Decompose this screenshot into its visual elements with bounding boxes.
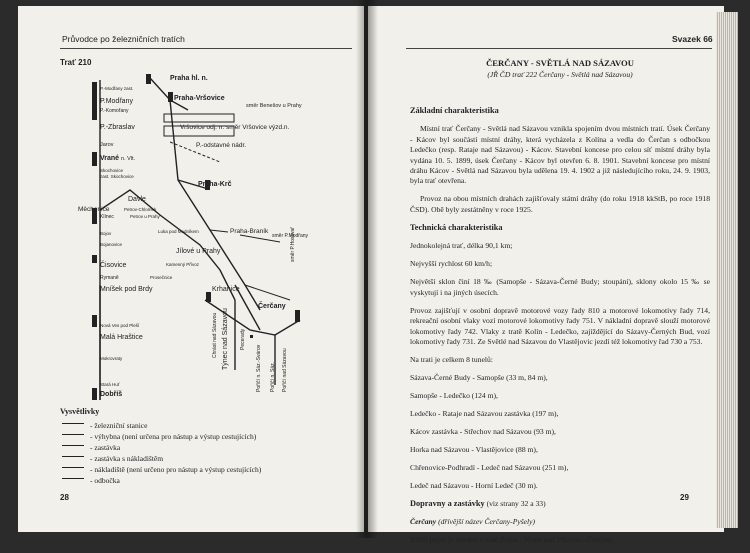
track-title: Trať 210 xyxy=(60,58,92,67)
map-label-vrsovice-odj: Vršovice odj. n. směr Vršovice výzd.n. xyxy=(180,124,290,131)
legend-symbol-station xyxy=(62,423,84,430)
tunnel-item: Kácov zastávka - Střechov nad Sázavou (93 m), xyxy=(410,427,556,437)
legend-item-junction xyxy=(62,475,120,485)
legend-item-stop-siding xyxy=(62,453,163,463)
article-subtitle: (JŘ ČD trať 222 Čerčany - Světlá nad Sázavou) xyxy=(487,70,633,79)
map-label-mechenice: Měchenice xyxy=(78,206,110,213)
tunnel-item: Samopše - Ledečko (124 m), xyxy=(410,391,498,401)
tunnel-item: Chřenovice-Podhradí - Ledeč nad Sázavou (251 m), xyxy=(410,463,569,473)
section-basic-paragraph-1: Místní trať Čerčany - Světlá nad Sázavou vznikla spojením dvou místních tratí. Úsek Čerčany - Kácov byl součástí místní dráhy, která vycházela z Kolína a vedla do Čerčan s odbočkou Ledečko (resp. Rataje nad Sázavou) - Kácov. Stavební koncese pro celou síť místní dráhy byla vydána 10. 5. 1899, úsek Čerčany - Kácov byl otevřen 6. 8. 1901. Stavební koncese pro místní dráhu Kácov - Světlá nad Sázavou byla udělena 19. 4. 1902 a již následujícího roku, 24. 9. 1903, byla trať otevřena. xyxy=(410,124,710,186)
map-label-prosecnice: Prosečnice xyxy=(150,275,173,280)
tunnel-item: Sázava-Černé Budy - Samopše (33 m, 84 m), xyxy=(410,373,548,383)
map-label-praha-branik: Praha-Braník xyxy=(230,228,269,235)
map-label-cisovice: Čisovice xyxy=(100,262,127,269)
map-label-tynec: Týnec nad Sázavou xyxy=(222,308,229,370)
article-title: ČERČANY - SVĚTLÁ NAD SÁZAVOU xyxy=(486,58,634,68)
left-header-rule xyxy=(60,48,352,49)
map-label-skochovice: Skochovice xyxy=(100,168,124,173)
tunnels-intro: Na trati je celkem 8 tunelů: xyxy=(410,355,493,365)
map-label-petrov-chlomek: Petrov-Chlomek xyxy=(124,207,157,212)
map-label-bojanovice: Bojanovice xyxy=(100,242,123,247)
map-label-kamenny-privoz: Kamenný Přívoz xyxy=(166,262,200,267)
map-label-p-zbraslav: P.-Zbraslav xyxy=(100,124,135,131)
right-header-rule xyxy=(406,48,712,49)
legend-text-stop: - zastávka xyxy=(90,442,121,452)
book-gutter xyxy=(356,0,378,538)
map-label-jarov: Jarov xyxy=(100,142,114,148)
map-label-jilove: Jílové u Prahy xyxy=(176,248,221,255)
station-description: Bližší popis je uveden u tratě Praha - Vrané nad Vltavou - Čerčany. xyxy=(410,535,614,545)
map-label-klinec: Klínec xyxy=(100,214,114,220)
legend-symbol-siding xyxy=(62,467,84,474)
section-stations-ref: (viz strany 32 a 33) xyxy=(486,499,546,509)
map-label-porici-svarov: Poříčí n. Sáz.-Svárov xyxy=(256,344,262,392)
section-stations-line xyxy=(410,499,710,509)
map-label-luka: Luka pod Medníkem xyxy=(158,229,199,234)
map-label-zast-skochovice: zast. Skochovice xyxy=(100,174,134,179)
section-basic-paragraph-2: Provoz na obou místních drahách zajišťovaly státní dráhy (do roku 1918 kkStB, po roce 1918 ČSD). Obě byly zestátněny v roce 1925. xyxy=(410,194,710,214)
map-label-nova-ves: Nová Ves pod Pleší xyxy=(100,323,140,328)
tech-gradient: Největší sklon činí 18 ‰ (Samopše - Sázava-Černé Budy; stoupání), sklony okolo 15 ‰ se vyskytují i na jiných úsecích. xyxy=(410,277,710,297)
map-label-rymane: Rymaně xyxy=(100,275,119,281)
legend-text-stop-siding: - zastávka s nákladištěm xyxy=(90,453,164,463)
map-label-smer-p-hostivar: směr P.Hostivař xyxy=(290,227,296,262)
legend-item-siding xyxy=(62,464,261,474)
vrane-name: Vrané xyxy=(100,155,120,162)
map-label-bojov: Bojov xyxy=(100,231,112,236)
legend-item-station xyxy=(62,420,147,430)
tunnel-item: Ledeč nad Sázavou - Horní Ledeč (30 m). xyxy=(410,481,538,491)
legend-item-stop xyxy=(62,442,120,452)
legend-text-junction: - odbočka xyxy=(90,475,120,485)
map-label-praha-hn: Praha hl. n. xyxy=(170,75,208,82)
map-label-krhanice: Krhanice xyxy=(212,286,240,293)
tunnel-item: Ledečko - Rataje nad Sázavou zastávka (197 m), xyxy=(410,409,559,419)
section-heading-technical: Technická charakteristika xyxy=(410,223,503,233)
map-label-vrane xyxy=(100,155,135,162)
map-label-mala-hrastice: Malá Hraštice xyxy=(100,334,143,341)
legend-symbol-junction xyxy=(62,478,84,485)
legend-symbol-passing-loop xyxy=(62,434,84,441)
map-label-p-modrany-zast: P.-Modřany zast. xyxy=(100,86,134,91)
station-former-name: (dřívější název Čerčany-Pyšely) xyxy=(438,517,536,527)
map-label-p-odstavne: P.-odstavné nádr. xyxy=(196,142,247,149)
left-page-number: 28 xyxy=(60,493,69,502)
legend-symbol-stop xyxy=(62,445,84,452)
tech-max-speed: Nejvyšší rychlost 60 km/h; xyxy=(410,259,493,269)
station-heading xyxy=(410,517,710,527)
map-label-praha-vrsovice: Praha-Vršovice xyxy=(174,95,225,102)
legend-symbol-stop-siding xyxy=(62,456,84,463)
map-label-davle: Davle xyxy=(128,196,146,203)
page-edges xyxy=(716,12,738,528)
map-label-chrast: Chrást nad Sázavou xyxy=(212,312,218,358)
map-label-smer-benesov: směr Benešov u Prahy xyxy=(246,103,302,109)
map-label-p-modrany: P.Modřany xyxy=(100,98,133,105)
left-running-header: Průvodce po železničních tratích xyxy=(62,34,185,44)
legend-title: Vysvětlivky xyxy=(60,407,100,416)
tech-track-length: Jednokolejná trať, délka 90,1 km; xyxy=(410,241,513,251)
map-label-mokrovraty: Mokrovraty xyxy=(100,356,123,361)
map-label-praha-krc: Praha-Krč xyxy=(198,181,232,188)
map-label-porici-zast: Poříčí nad Sázavou xyxy=(282,348,288,392)
right-running-header: Svazek 66 xyxy=(672,34,713,44)
map-label-smer-p-modrany: směr P.Modřany xyxy=(272,233,309,239)
tunnel-item: Horka nad Sázavou - Vlastějovice (88 m), xyxy=(410,445,538,455)
map-label-stara-hut: Stará Huť xyxy=(100,382,120,387)
legend-text-station: - železniční stanice xyxy=(90,420,148,430)
section-heading-stations: Dopravny a zastávky xyxy=(410,499,485,509)
tech-traction: Provoz zajišťují v osobní dopravě motorové vozy řady 810 a motorové lokomotivy řady 714, rekreační osobní vlaky vozí motorové lokomotivy řady 751. V nákladní dopravě slouží motorové lokomotivy řady 742. Vlaky z tratě Kolín - Ledečko, zajíždějící do Sázavy-Černých Bud, vozí lokomotivy řady 731. Ze Světlé nad Sázavou do Vlastějovic jezdí též lokomotivy řad 730 a 753. xyxy=(410,305,710,347)
map-label-cercany: Čerčany xyxy=(258,303,286,310)
legend-text-passing-loop: - výhybna (není určena pro nástup a výstup cestujících) xyxy=(90,431,257,441)
section-heading-basic: Základní charakteristika xyxy=(410,106,499,116)
map-label-porici-mesto: Poříčí n. Sáz. xyxy=(270,361,276,392)
legend-text-siding: - nákladiště (není určeno pro nástup a výstup cestujících) xyxy=(90,464,262,474)
station-name: Čerčany xyxy=(410,517,437,527)
article-body xyxy=(410,98,710,553)
vrane-suffix: n. Vlt. xyxy=(121,156,136,162)
right-page-number: 29 xyxy=(680,493,689,502)
legend-item-passing-loop xyxy=(62,431,256,441)
map-label-mnisek: Mníšek pod Brdy xyxy=(100,286,153,293)
map-label-dobris: Dobříš xyxy=(100,391,123,398)
map-label-petrov-u-prahy: Petrov u Prahy xyxy=(130,214,160,219)
map-label-pecerady: Pecerady xyxy=(240,328,246,350)
map-label-p-komorany: P.-Komořany xyxy=(100,108,129,114)
